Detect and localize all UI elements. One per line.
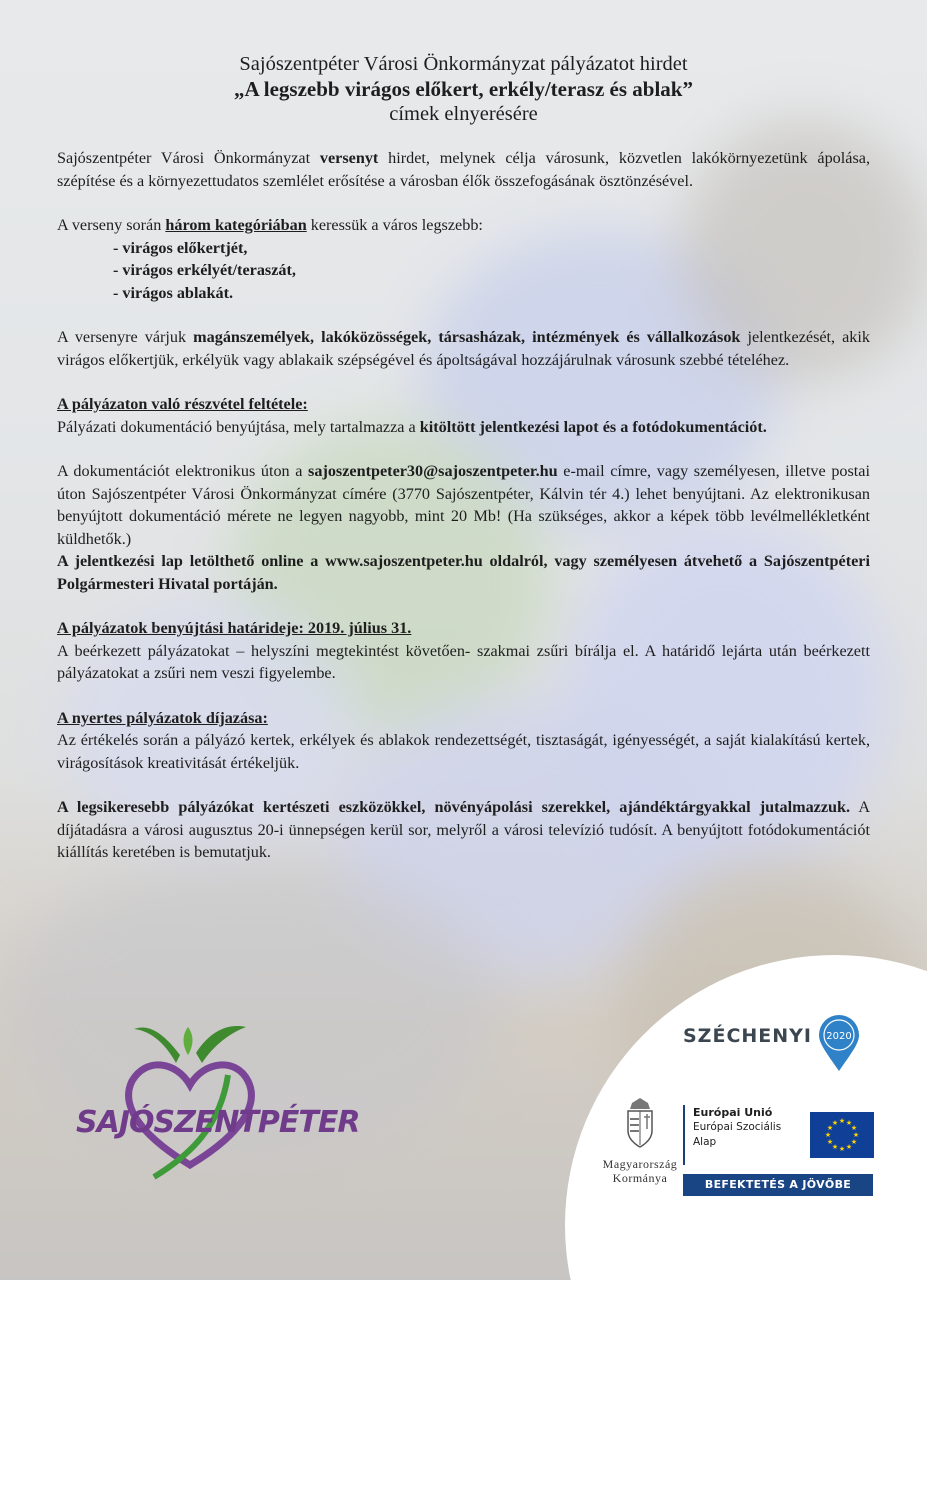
svg-text:★: ★ [831,1119,839,1127]
category-item: - virágos erkélyét/teraszát, [113,261,296,279]
svg-text:★: ★ [838,1145,846,1153]
svg-text:★: ★ [826,1124,834,1132]
reward-text: A díjátadásra a városi augusztus 20-i ünnepségen kerül sor, melyről a városi televízió tudósít. A benyújtott fotódokumentációt kiállítás keretében is bemutatjuk. [57,798,871,861]
svg-text:★: ★ [852,1131,860,1139]
reward-bold: A legsikeresebb pályázókat kertészeti eszközökkel, növényápolási szerekkel, ajándéktárgyakkal jutalmazzuk. [57,798,851,816]
intro-paragraph [57,147,870,192]
eu-name: Európai Unió [693,1106,773,1119]
category-item: - virágos ablakát. [113,283,234,302]
categories-bold: három kategóriában [165,216,307,234]
intro-text: Sajószentpéter Városi Önkormányzat [57,149,320,167]
hungarian-government-logo [585,1095,695,1185]
gov-line-1: Magyarország [602,1157,678,1171]
condition-heading: A pályázaton való részvétel feltétele: [57,395,308,413]
heart-leaf-logo-icon [70,1015,360,1185]
svg-text:★: ★ [850,1138,858,1146]
slogan-bar: BEFEKTETÉS A JÖVŐBE [683,1174,873,1196]
prizes-heading: A nyertes pályázatok díjazása: [57,708,268,727]
svg-text:★: ★ [845,1143,853,1151]
condition-paragraph [57,416,870,439]
intro-bold: versenyt [319,149,379,167]
eu-flag-icon [810,1112,874,1158]
svg-text:★: ★ [845,1119,853,1127]
eu-fund-line-1: Európai Szociális [693,1121,782,1133]
funding-badge [565,955,927,1280]
condition-text: Pályázati dokumentáció benyújtása, mely tartalmazza a [57,417,420,436]
svg-text:★: ★ [824,1131,832,1139]
category-list [57,237,870,305]
download-info: A jelentkezési lap letölthető online a www.sajoszentpeter.hu oldalról, vagy személyesen átvehető a Sajószentpéteri Polgármesteri Hivatal portáján. [57,552,870,593]
intro-text-rest: hirdet, melynek célja városunk, közvetlen lakókörnyezetünk ápolása, szépítése és a környezettudatos szemlélet erősítése a városban élők összefogásának ösztönzésével. [57,149,870,190]
submission-text-rest: e-mail címre, vagy személyesen, illetve postai úton Sajószentpéter Városi Önkormányzat címére (3770 Sajószentpéter, Kálvin tér 4.) lehet benyújtani. Az elektronikusan benyújtott dokumentáció mérete ne legyen nagyobb, mint 20 Mb! (Ha szükséges, akkor a képek több levélmellékletként küldhetők.) [57,462,870,548]
submission-paragraph [57,460,870,550]
participants-paragraph [57,326,870,371]
title-line-1: Sajószentpéter Városi Önkormányzat pályázatot hirdet [239,53,688,75]
category-item: - virágos előkertjét, [113,238,248,257]
condition-bold: kitöltött jelentkezési lapot és a fotódokumentációt. [419,417,767,436]
svg-text:★: ★ [850,1124,858,1132]
town-logo [70,1015,360,1185]
categories-text: A verseny során [57,216,166,234]
title-line-3: címek elnyerésére [389,103,538,125]
location-pin-icon [817,1013,861,1073]
title-line-2: „A legszebb virágos előkert, erkély/terasz és ablak” [233,77,693,101]
submission-text: A dokumentációt elektronikus úton a [57,462,309,480]
eu-text-block [683,1105,813,1165]
participants-text-rest: jelentkezését, akik virágos előkertjük, erkélyük vagy ablakaik szépségével és ápoltságával hozzájárulnak városunk szebbé tételéhez. [57,328,870,369]
reward-paragraph [57,796,870,864]
prizes-paragraph: Az értékelés során a pályázó kertek, erkélyek és ablakok rendezettségét, tisztaságát, igényességét, a saját kialakítású kertek, virágosítások kreativitását értékeljük. [57,731,870,772]
announcement [57,52,870,864]
categories-intro [57,214,870,237]
svg-text:★: ★ [831,1143,839,1151]
coat-of-arms-icon [622,1095,658,1151]
participants-text: A versenyre várjuk [57,328,194,346]
categories-text-rest: keressük a város legszebb: [306,216,483,234]
email-link[interactable]: sajoszentpeter30@sajoszentpeter.hu [308,462,558,480]
participants-bold: magánszemélyek, lakóközösségek, társasházak, intézmények és vállalkozások [193,328,741,346]
svg-text:★: ★ [826,1138,834,1146]
gov-line-2: Kormánya [612,1171,668,1185]
year-label: 2020 [826,1031,852,1042]
announcement-title [57,52,870,127]
svg-text:★: ★ [838,1117,846,1125]
deadline-paragraph: A beérkezett pályázatokat – helyszíni megtekintést követően- szakmai zsűri bírálja el. A határidő lejárta után beérkezett pályázatokat a zsűri nem veszi figyelembe. [57,641,870,682]
eu-fund-line-2: Alap [693,1136,717,1148]
deadline-heading: A pályázatok benyújtási határideje: 2019. július 31. [57,619,412,637]
szechenyi-label: SZÉCHENYI [683,1025,812,1047]
logo-text: SAJÓSZENTPÉTER [76,1105,360,1140]
